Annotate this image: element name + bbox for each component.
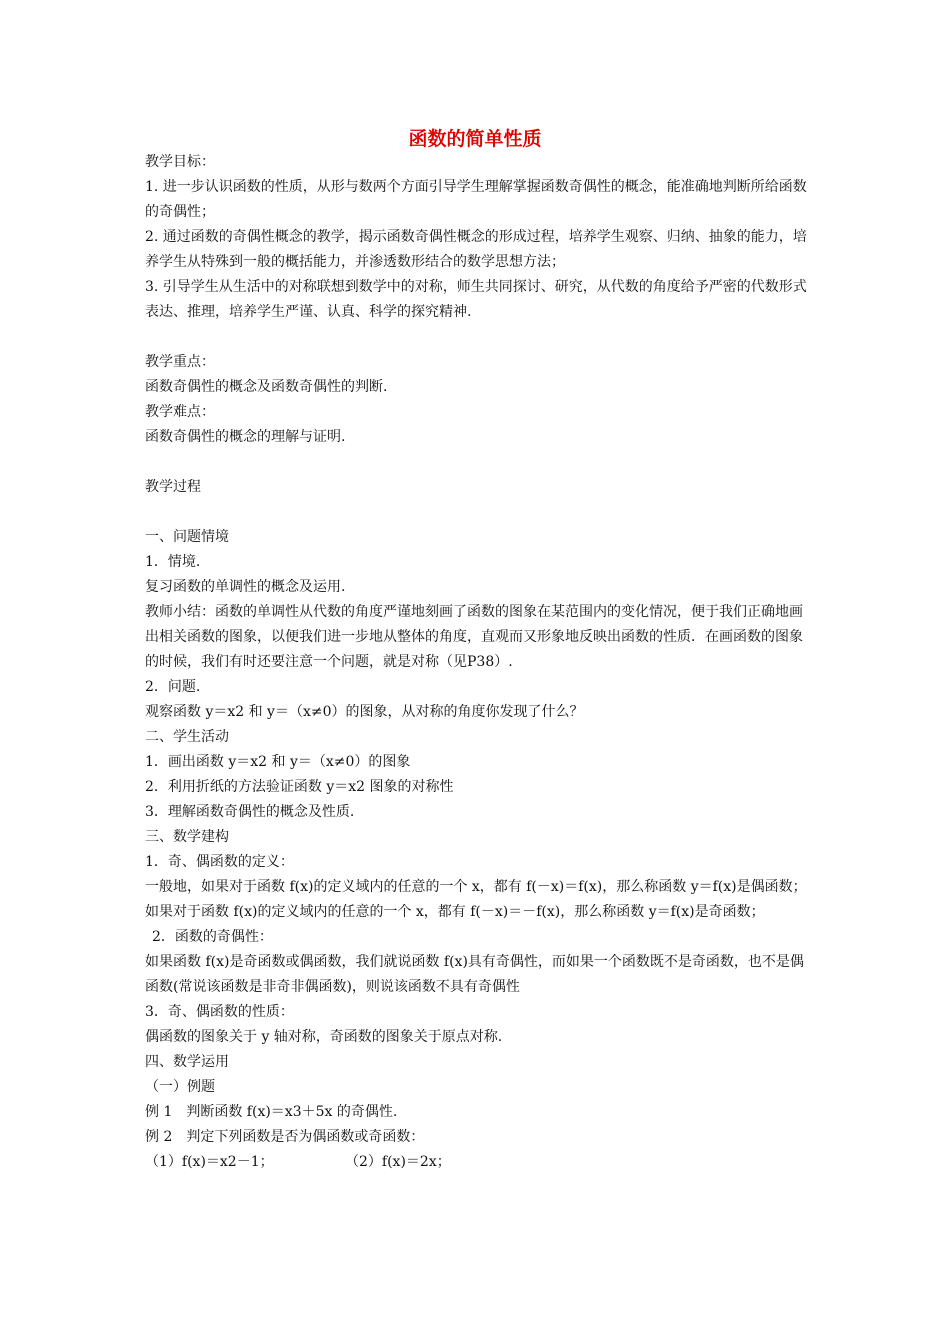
process-line: 2．利用折纸的方法验证函数 y＝x2 图象的对称性 — [145, 779, 454, 795]
process-line: 例 2 判定下列函数是否为偶函数或奇函数： — [145, 1129, 425, 1145]
process-line: 教师小结：函数的单调性从代数的角度严谨地刻画了函数的图象在某范围内的变化情况，便于我们正确地画出相关函数的图象，以便我们进一步地从整体的角度，直观而又形象地反映出函数的性质．在画函数的图象的时候，我们有时还要注意一个问题，就是对称（见P38）. — [145, 604, 803, 670]
process-line: 1．画出函数 y＝x2 和 y＝（x≠0）的图象 — [145, 754, 411, 770]
goals-heading: 教学目标： — [145, 154, 215, 170]
goal-item: 1. 进一步认识函数的性质，从形与数两个方面引导学生理解掌握函数奇偶性的概念，能准确地判断所给函数的奇偶性； — [145, 179, 807, 220]
spacer — [145, 500, 810, 525]
process-line: 偶函数的图象关于 y 轴对称，奇函数的图象关于原点对称. — [145, 1029, 503, 1045]
process-line: 3．奇、偶函数的性质： — [145, 1004, 294, 1020]
difficult-heading: 教学难点： — [145, 404, 215, 420]
spacer — [145, 450, 810, 475]
page-title: 函数的简单性质 — [408, 128, 542, 150]
example-row — [145, 1150, 810, 1175]
spacer — [145, 325, 810, 350]
goal-item: 2. 通过函数的奇偶性概念的教学，揭示函数奇偶性概念的形成过程，培养学生观察、归纳、抽象的能力，培养学生从特殊到一般的概括能力，并渗透数形结合的数学思想方法； — [145, 229, 807, 270]
process-line: 如果对于函数 f(x)的定义域内的任意的一个 x，都有 f(－x)＝－f(x)，那么称函数 y＝f(x)是奇函数； — [145, 904, 765, 920]
process-line: 二、学生活动 — [145, 729, 229, 745]
difficult-text: 函数奇偶性的概念的理解与证明. — [145, 429, 346, 445]
process-line: 1．奇、偶函数的定义： — [145, 854, 294, 870]
goal-item: 3. 引导学生从生活中的对称联想到数学中的对称，师生共同探讨、研究，从代数的角度给予严密的代数形式表达、推理，培养学生严谨、认真、科学的探究精神. — [145, 279, 807, 320]
process-line: 观察函数 y＝x2 和 y＝（x≠0）的图象，从对称的角度你发现了什么？ — [145, 704, 584, 720]
process-line: 2．函数的奇偶性： — [152, 929, 273, 945]
process-line: 三、数学建构 — [145, 829, 229, 845]
process-line: 一、问题情境 — [145, 529, 229, 545]
process-line: （一）例题 — [145, 1079, 215, 1095]
document-body — [145, 150, 810, 1175]
example-item: （1）f(x)＝x2－1； — [145, 1154, 274, 1170]
process-line: 如果函数 f(x)是奇函数或偶函数，我们就说函数 f(x)具有奇偶性，而如果一个函数既不是奇函数，也不是偶函数(常说该函数是非奇非偶函数)，则说该函数不具有奇偶性 — [145, 954, 804, 995]
process-line: 2．问题. — [145, 679, 201, 695]
process-line: 1．情境. — [145, 554, 201, 570]
process-heading: 教学过程 — [145, 479, 201, 495]
process-line: 例 1 判断函数 f(x)＝x3＋5x 的奇偶性. — [145, 1104, 398, 1120]
process-line: 四、数学运用 — [145, 1054, 229, 1070]
process-line: 一般地，如果对于函数 f(x)的定义域内的任意的一个 x，都有 f(－x)＝f(x)，那么称函数 y＝f(x)是偶函数； — [145, 879, 807, 895]
process-line: 复习函数的单调性的概念及运用. — [145, 579, 346, 595]
example-item: （2）f(x)＝2x； — [345, 1154, 451, 1170]
key-text: 函数奇偶性的概念及函数奇偶性的判断. — [145, 379, 388, 395]
key-heading: 教学重点： — [145, 354, 215, 370]
process-line: 3．理解函数奇偶性的概念及性质. — [145, 804, 355, 820]
